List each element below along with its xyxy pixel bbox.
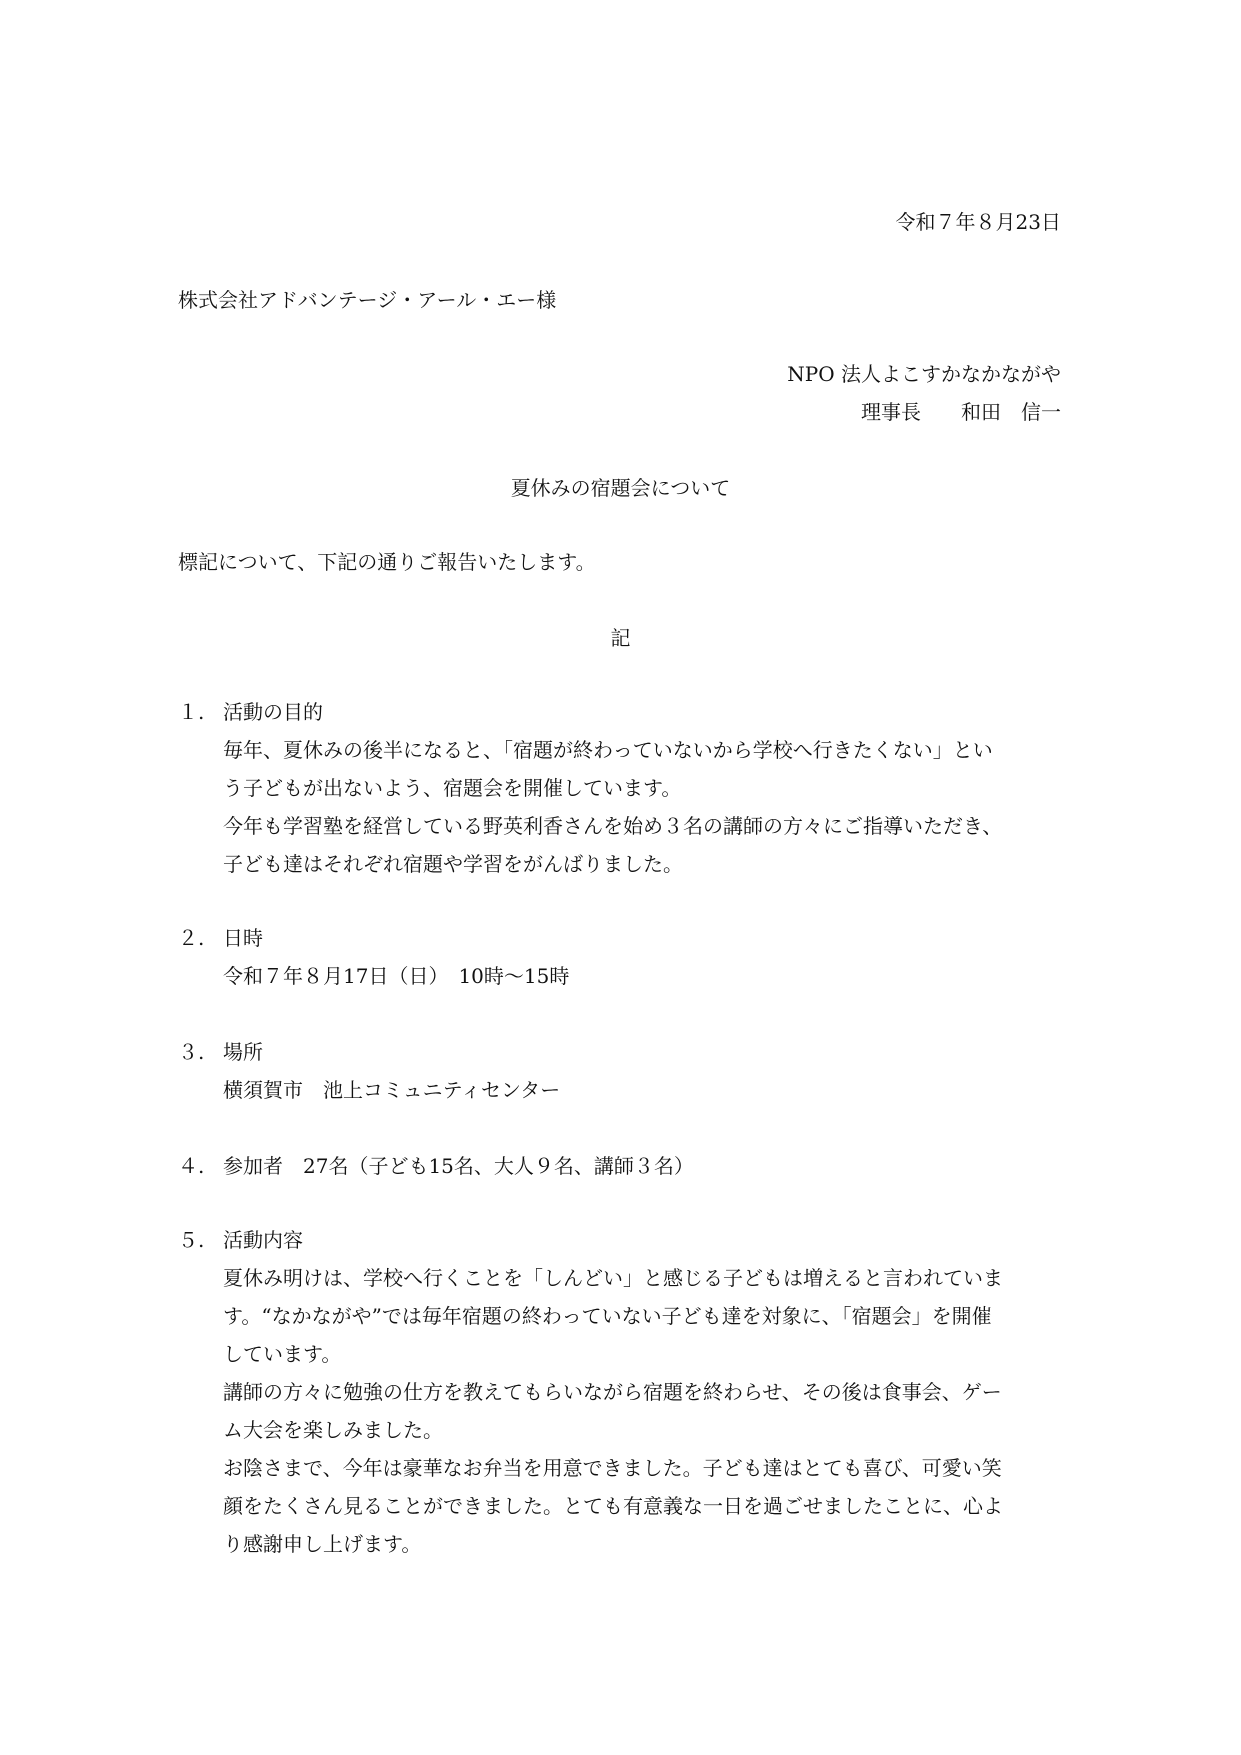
section-1-line: 毎年、夏休みの後半になると、「宿題が終わっていないから学校へ行きたくない」とい: [223, 738, 993, 762]
recipient: 株式会社アドバンテージ・アール・エー様: [178, 288, 557, 312]
section-number: ２.: [178, 926, 205, 950]
section-title: 参加者 27名（子ども15名、大人９名、講師３名）: [223, 1154, 694, 1178]
section-title: 場所: [223, 1040, 263, 1064]
intro-text: 標記について、下記の通りご報告いたします。: [178, 550, 596, 574]
section-5-line: しています。: [223, 1342, 342, 1366]
section-5-heading: [178, 1230, 303, 1250]
section-number: １.: [178, 700, 205, 724]
section-title: 活動の目的: [223, 700, 323, 724]
ki-heading: 記: [610, 626, 631, 650]
section-2-line: 令和７年８月17日（日） 10時〜15時: [223, 964, 570, 988]
section-number: ３.: [178, 1040, 205, 1064]
section-number: ５.: [178, 1228, 205, 1252]
section-1-line: 子ども達はそれぞれ宿題や学習をがんばりました。: [223, 852, 683, 876]
section-2-heading: [178, 928, 263, 948]
section-5-line: お陰さまで、今年は豪華なお弁当を用意できました。子ども達はとても喜び、可愛い笑: [223, 1456, 1002, 1480]
section-number: ４.: [178, 1154, 205, 1178]
section-title: 活動内容: [223, 1228, 303, 1252]
section-3-heading: [178, 1042, 263, 1062]
section-3-line: 横須賀市 池上コミュニティセンター: [223, 1078, 561, 1102]
section-5-line: 講師の方々に勉強の仕方を教えてもらいながら宿題を終わらせ、その後は食事会、ゲー: [223, 1380, 1002, 1404]
section-5-line: り感謝申し上げます。: [223, 1532, 422, 1556]
section-5-line: 顔をたくさん見ることができました。とても有意義な一日を過ごせましたことに、心よ: [223, 1494, 1003, 1518]
section-1-heading: [178, 702, 323, 722]
sender-chair: 理事長 和田 信一: [861, 400, 1061, 424]
section-1-line: う子どもが出ないよう、宿題会を開催しています。: [223, 776, 682, 800]
section-5-line: す。“なかながや”では毎年宿題の終わっていない子ども達を対象に、「宿題会」を開催: [223, 1304, 992, 1328]
document-date: 令和７年８月23日: [895, 210, 1061, 234]
document-title: 夏休みの宿題会について: [510, 476, 731, 500]
section-5-line: ム大会を楽しみました。: [223, 1418, 443, 1442]
sender-organization: NPO 法人よこすかなかながや: [787, 362, 1061, 386]
section-1-line: 今年も学習塾を経営している野英利香さんを始め３名の講師の方々にご指導いただき、: [223, 814, 1003, 838]
section-4-heading: [178, 1156, 694, 1176]
section-5-line: 夏休み明けは、学校へ行くことを「しんどい」と感じる子どもは増えると言われていま: [223, 1266, 1003, 1290]
section-title: 日時: [223, 926, 263, 950]
